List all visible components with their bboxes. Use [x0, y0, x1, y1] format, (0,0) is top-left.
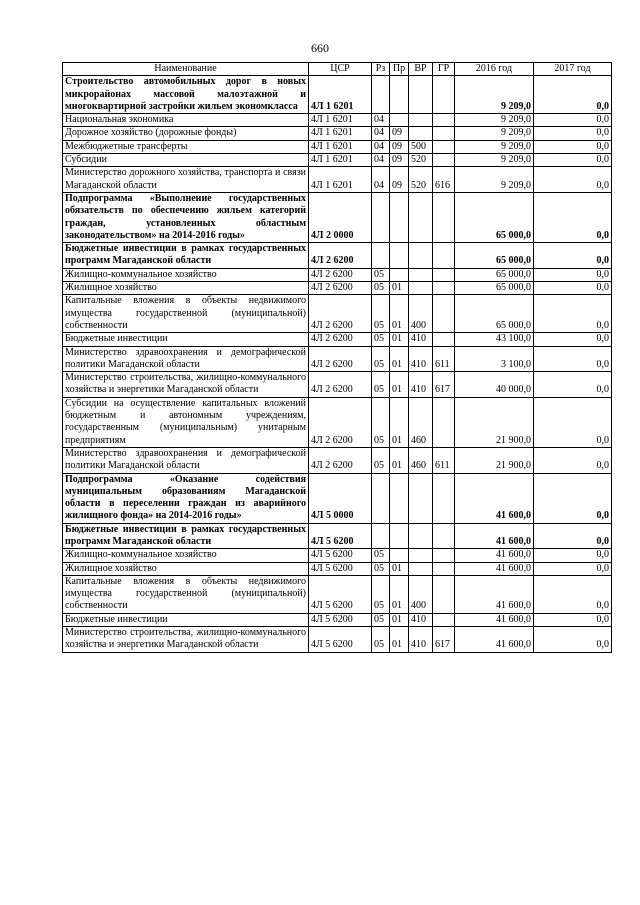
budget-table [62, 62, 612, 653]
table-row [63, 282, 612, 295]
row-value-2017: 0,0 [534, 549, 612, 562]
header-pr: Пр [390, 63, 409, 76]
row-csr: 4Л 2 6200 [309, 447, 372, 473]
row-rz: 05 [372, 562, 390, 575]
row-value-2016: 9 209,0 [455, 154, 534, 167]
row-rz: 05 [372, 397, 390, 447]
row-gr [433, 268, 455, 281]
row-name: Министерство здравоохранения и демографической политики Магаданской области [63, 346, 309, 372]
row-name: Межбюджетные трансферты [63, 140, 309, 153]
row-pr: 01 [390, 562, 409, 575]
row-value-2016: 41 600,0 [455, 562, 534, 575]
header-name: Наименование [63, 63, 309, 76]
table-row [63, 627, 612, 653]
row-pr [390, 76, 409, 114]
row-gr [433, 613, 455, 626]
row-vr [409, 523, 433, 549]
row-name: Подпрограмма «Выполнение государственных обязательств по обеспечению жильем категорий граждан, установленных областным законодательством» на 2014-2016 годы» [63, 192, 309, 242]
table-row [63, 346, 612, 372]
row-gr [433, 523, 455, 549]
table-row [63, 397, 612, 447]
row-csr: 4Л 1 6201 [309, 140, 372, 153]
row-value-2016: 9 209,0 [455, 76, 534, 114]
table-row [63, 523, 612, 549]
table-row [63, 167, 612, 193]
table-row [63, 140, 612, 153]
row-value-2017: 0,0 [534, 333, 612, 346]
row-pr: 09 [390, 140, 409, 153]
row-value-2016: 9 209,0 [455, 140, 534, 153]
row-name: Жилищное хозяйство [63, 282, 309, 295]
row-name: Подпрограмма «Оказание содействия муниципальным образованиям Магаданской области в переселении граждан из аварийного жилищного фонда» на 2014-2016 годы» [63, 473, 309, 523]
row-vr: 410 [409, 372, 433, 398]
row-value-2017: 0,0 [534, 372, 612, 398]
row-name: Жилищно-коммунальное хозяйство [63, 268, 309, 281]
row-vr: 410 [409, 613, 433, 626]
row-pr: 01 [390, 397, 409, 447]
row-name: Жилищно-коммунальное хозяйство [63, 549, 309, 562]
row-value-2016: 9 209,0 [455, 167, 534, 193]
row-value-2017: 0,0 [534, 295, 612, 333]
row-csr: 4Л 2 6200 [309, 243, 372, 269]
header-csr: ЦСР [309, 63, 372, 76]
row-rz [372, 473, 390, 523]
row-gr [433, 397, 455, 447]
row-gr [433, 154, 455, 167]
row-value-2017: 0,0 [534, 127, 612, 140]
row-pr: 01 [390, 575, 409, 613]
row-vr: 410 [409, 627, 433, 653]
row-vr [409, 268, 433, 281]
row-name: Субсидии на осуществление капитальных вложений бюджетным и автономным учреждениям, государственным (муниципальным) унитарным предприятиям [63, 397, 309, 447]
row-name: Министерство здравоохранения и демографической политики Магаданской области [63, 447, 309, 473]
table-row [63, 268, 612, 281]
table-row [63, 114, 612, 127]
row-vr: 520 [409, 154, 433, 167]
row-name: Бюджетные инвестиции [63, 333, 309, 346]
row-name: Национальная экономика [63, 114, 309, 127]
row-csr: 4Л 5 6200 [309, 575, 372, 613]
row-gr: 611 [433, 346, 455, 372]
row-name: Капитальные вложения в объекты недвижимого имущества государственной (муниципальной) собственности [63, 295, 309, 333]
row-value-2016: 21 900,0 [455, 447, 534, 473]
row-rz: 05 [372, 346, 390, 372]
row-vr [409, 473, 433, 523]
row-value-2017: 0,0 [534, 562, 612, 575]
row-gr [433, 562, 455, 575]
table-row [63, 575, 612, 613]
row-csr: 4Л 1 6201 [309, 127, 372, 140]
row-value-2016: 9 209,0 [455, 114, 534, 127]
row-gr [433, 473, 455, 523]
row-gr [433, 127, 455, 140]
table-row [63, 295, 612, 333]
row-pr: 09 [390, 167, 409, 193]
row-pr: 01 [390, 282, 409, 295]
row-pr: 09 [390, 154, 409, 167]
table-row [63, 473, 612, 523]
row-value-2017: 0,0 [534, 167, 612, 193]
row-vr [409, 114, 433, 127]
row-rz: 05 [372, 295, 390, 333]
row-gr [433, 333, 455, 346]
row-value-2017: 0,0 [534, 575, 612, 613]
row-vr: 460 [409, 447, 433, 473]
row-rz [372, 523, 390, 549]
row-rz [372, 192, 390, 242]
row-vr: 410 [409, 346, 433, 372]
header-vr: ВР [409, 63, 433, 76]
row-pr: 01 [390, 447, 409, 473]
row-pr: 01 [390, 295, 409, 333]
row-csr: 4Л 2 6200 [309, 397, 372, 447]
row-value-2017: 0,0 [534, 268, 612, 281]
row-name: Строительство автомобильных дорог в новых микрорайонах массовой малоэтажной и многоквартирной застройки жильем экономкласса [63, 76, 309, 114]
row-gr [433, 549, 455, 562]
row-value-2016: 41 600,0 [455, 523, 534, 549]
row-rz: 04 [372, 167, 390, 193]
table-header-row [63, 63, 612, 76]
row-name: Бюджетные инвестиции в рамках государственных программ Магаданской области [63, 243, 309, 269]
row-pr [390, 549, 409, 562]
table-row [63, 192, 612, 242]
row-value-2016: 65 000,0 [455, 268, 534, 281]
row-gr: 616 [433, 167, 455, 193]
row-value-2016: 3 100,0 [455, 346, 534, 372]
row-csr: 4Л 5 6200 [309, 549, 372, 562]
row-name: Жилищное хозяйство [63, 562, 309, 575]
page-number: 660 [311, 41, 329, 55]
table-row [63, 447, 612, 473]
row-pr: 01 [390, 346, 409, 372]
row-pr: 01 [390, 372, 409, 398]
row-value-2017: 0,0 [534, 447, 612, 473]
row-pr: 09 [390, 127, 409, 140]
header-2017: 2017 год [534, 63, 612, 76]
row-csr: 4Л 2 6200 [309, 268, 372, 281]
row-gr [433, 575, 455, 613]
row-csr: 4Л 2 6200 [309, 282, 372, 295]
row-pr [390, 268, 409, 281]
row-value-2016: 65 000,0 [455, 295, 534, 333]
table-row [63, 549, 612, 562]
row-rz: 04 [372, 140, 390, 153]
row-vr: 400 [409, 295, 433, 333]
row-rz [372, 243, 390, 269]
row-value-2017: 0,0 [534, 282, 612, 295]
row-name: Субсидии [63, 154, 309, 167]
row-name: Бюджетные инвестиции [63, 613, 309, 626]
row-value-2016: 65 000,0 [455, 243, 534, 269]
row-csr: 4Л 2 0000 [309, 192, 372, 242]
row-pr [390, 114, 409, 127]
header-rz: Рз [372, 63, 390, 76]
row-value-2016: 21 900,0 [455, 397, 534, 447]
row-value-2016: 41 600,0 [455, 549, 534, 562]
row-vr [409, 243, 433, 269]
row-vr [409, 562, 433, 575]
row-value-2016: 40 000,0 [455, 372, 534, 398]
row-pr [390, 523, 409, 549]
row-vr [409, 127, 433, 140]
row-rz: 05 [372, 333, 390, 346]
row-name: Капитальные вложения в объекты недвижимого имущества государственной (муниципальной) собственности [63, 575, 309, 613]
row-value-2016: 9 209,0 [455, 127, 534, 140]
row-name: Министерство дорожного хозяйства, транспорта и связи Магаданской области [63, 167, 309, 193]
row-csr: 4Л 5 6200 [309, 613, 372, 626]
row-name: Бюджетные инвестиции в рамках государственных программ Магаданской области [63, 523, 309, 549]
table-row [63, 127, 612, 140]
row-value-2016: 65 000,0 [455, 282, 534, 295]
row-vr: 520 [409, 167, 433, 193]
row-value-2017: 0,0 [534, 613, 612, 626]
row-rz [372, 76, 390, 114]
row-csr: 4Л 5 6200 [309, 523, 372, 549]
table-row [63, 372, 612, 398]
row-value-2017: 0,0 [534, 346, 612, 372]
row-name: Министерство строительства, жилищно-коммунального хозяйства и энергетики Магаданской области [63, 627, 309, 653]
row-csr: 4Л 2 6200 [309, 372, 372, 398]
row-csr: 4Л 1 6201 [309, 154, 372, 167]
table-row [63, 243, 612, 269]
row-value-2016: 43 100,0 [455, 333, 534, 346]
row-csr: 4Л 5 0000 [309, 473, 372, 523]
row-rz: 05 [372, 613, 390, 626]
row-value-2016: 41 600,0 [455, 613, 534, 626]
row-vr: 410 [409, 333, 433, 346]
row-gr [433, 192, 455, 242]
row-pr [390, 243, 409, 269]
row-gr: 617 [433, 627, 455, 653]
row-vr [409, 192, 433, 242]
row-pr: 01 [390, 613, 409, 626]
row-rz: 05 [372, 575, 390, 613]
row-rz: 04 [372, 114, 390, 127]
row-gr [433, 76, 455, 114]
row-rz: 05 [372, 627, 390, 653]
row-gr [433, 140, 455, 153]
row-gr: 611 [433, 447, 455, 473]
row-name: Министерство строительства, жилищно-коммунального хозяйства и энергетики Магаданской области [63, 372, 309, 398]
row-value-2017: 0,0 [534, 114, 612, 127]
table-row [63, 333, 612, 346]
row-value-2017: 0,0 [534, 243, 612, 269]
row-gr [433, 243, 455, 269]
row-vr [409, 282, 433, 295]
row-csr: 4Л 2 6200 [309, 346, 372, 372]
row-value-2017: 0,0 [534, 627, 612, 653]
row-value-2017: 0,0 [534, 397, 612, 447]
row-pr [390, 473, 409, 523]
row-rz: 05 [372, 549, 390, 562]
header-gr: ГР [433, 63, 455, 76]
row-gr [433, 295, 455, 333]
row-rz: 05 [372, 268, 390, 281]
table-row [63, 154, 612, 167]
row-csr: 4Л 5 6200 [309, 627, 372, 653]
row-value-2016: 41 600,0 [455, 473, 534, 523]
row-csr: 4Л 1 6201 [309, 114, 372, 127]
row-rz: 04 [372, 154, 390, 167]
row-vr: 400 [409, 575, 433, 613]
row-value-2017: 0,0 [534, 473, 612, 523]
row-gr [433, 282, 455, 295]
row-rz: 05 [372, 372, 390, 398]
row-pr: 01 [390, 627, 409, 653]
row-csr: 4Л 2 6200 [309, 333, 372, 346]
row-vr [409, 76, 433, 114]
row-csr: 4Л 5 6200 [309, 562, 372, 575]
row-rz: 05 [372, 447, 390, 473]
row-value-2016: 41 600,0 [455, 627, 534, 653]
row-vr [409, 549, 433, 562]
row-csr: 4Л 1 6201 [309, 167, 372, 193]
row-value-2016: 41 600,0 [455, 575, 534, 613]
row-value-2017: 0,0 [534, 192, 612, 242]
header-2016: 2016 год [455, 63, 534, 76]
row-vr: 460 [409, 397, 433, 447]
row-rz: 05 [372, 282, 390, 295]
table-row [63, 76, 612, 114]
row-pr: 01 [390, 333, 409, 346]
row-vr: 500 [409, 140, 433, 153]
row-name: Дорожное хозяйство (дорожные фонды) [63, 127, 309, 140]
row-rz: 04 [372, 127, 390, 140]
row-value-2017: 0,0 [534, 140, 612, 153]
row-gr [433, 114, 455, 127]
row-value-2017: 0,0 [534, 76, 612, 114]
row-value-2017: 0,0 [534, 523, 612, 549]
table-row [63, 613, 612, 626]
table-row [63, 562, 612, 575]
row-csr: 4Л 2 6200 [309, 295, 372, 333]
row-pr [390, 192, 409, 242]
row-gr: 617 [433, 372, 455, 398]
row-csr: 4Л 1 6201 [309, 76, 372, 114]
row-value-2017: 0,0 [534, 154, 612, 167]
row-value-2016: 65 000,0 [455, 192, 534, 242]
